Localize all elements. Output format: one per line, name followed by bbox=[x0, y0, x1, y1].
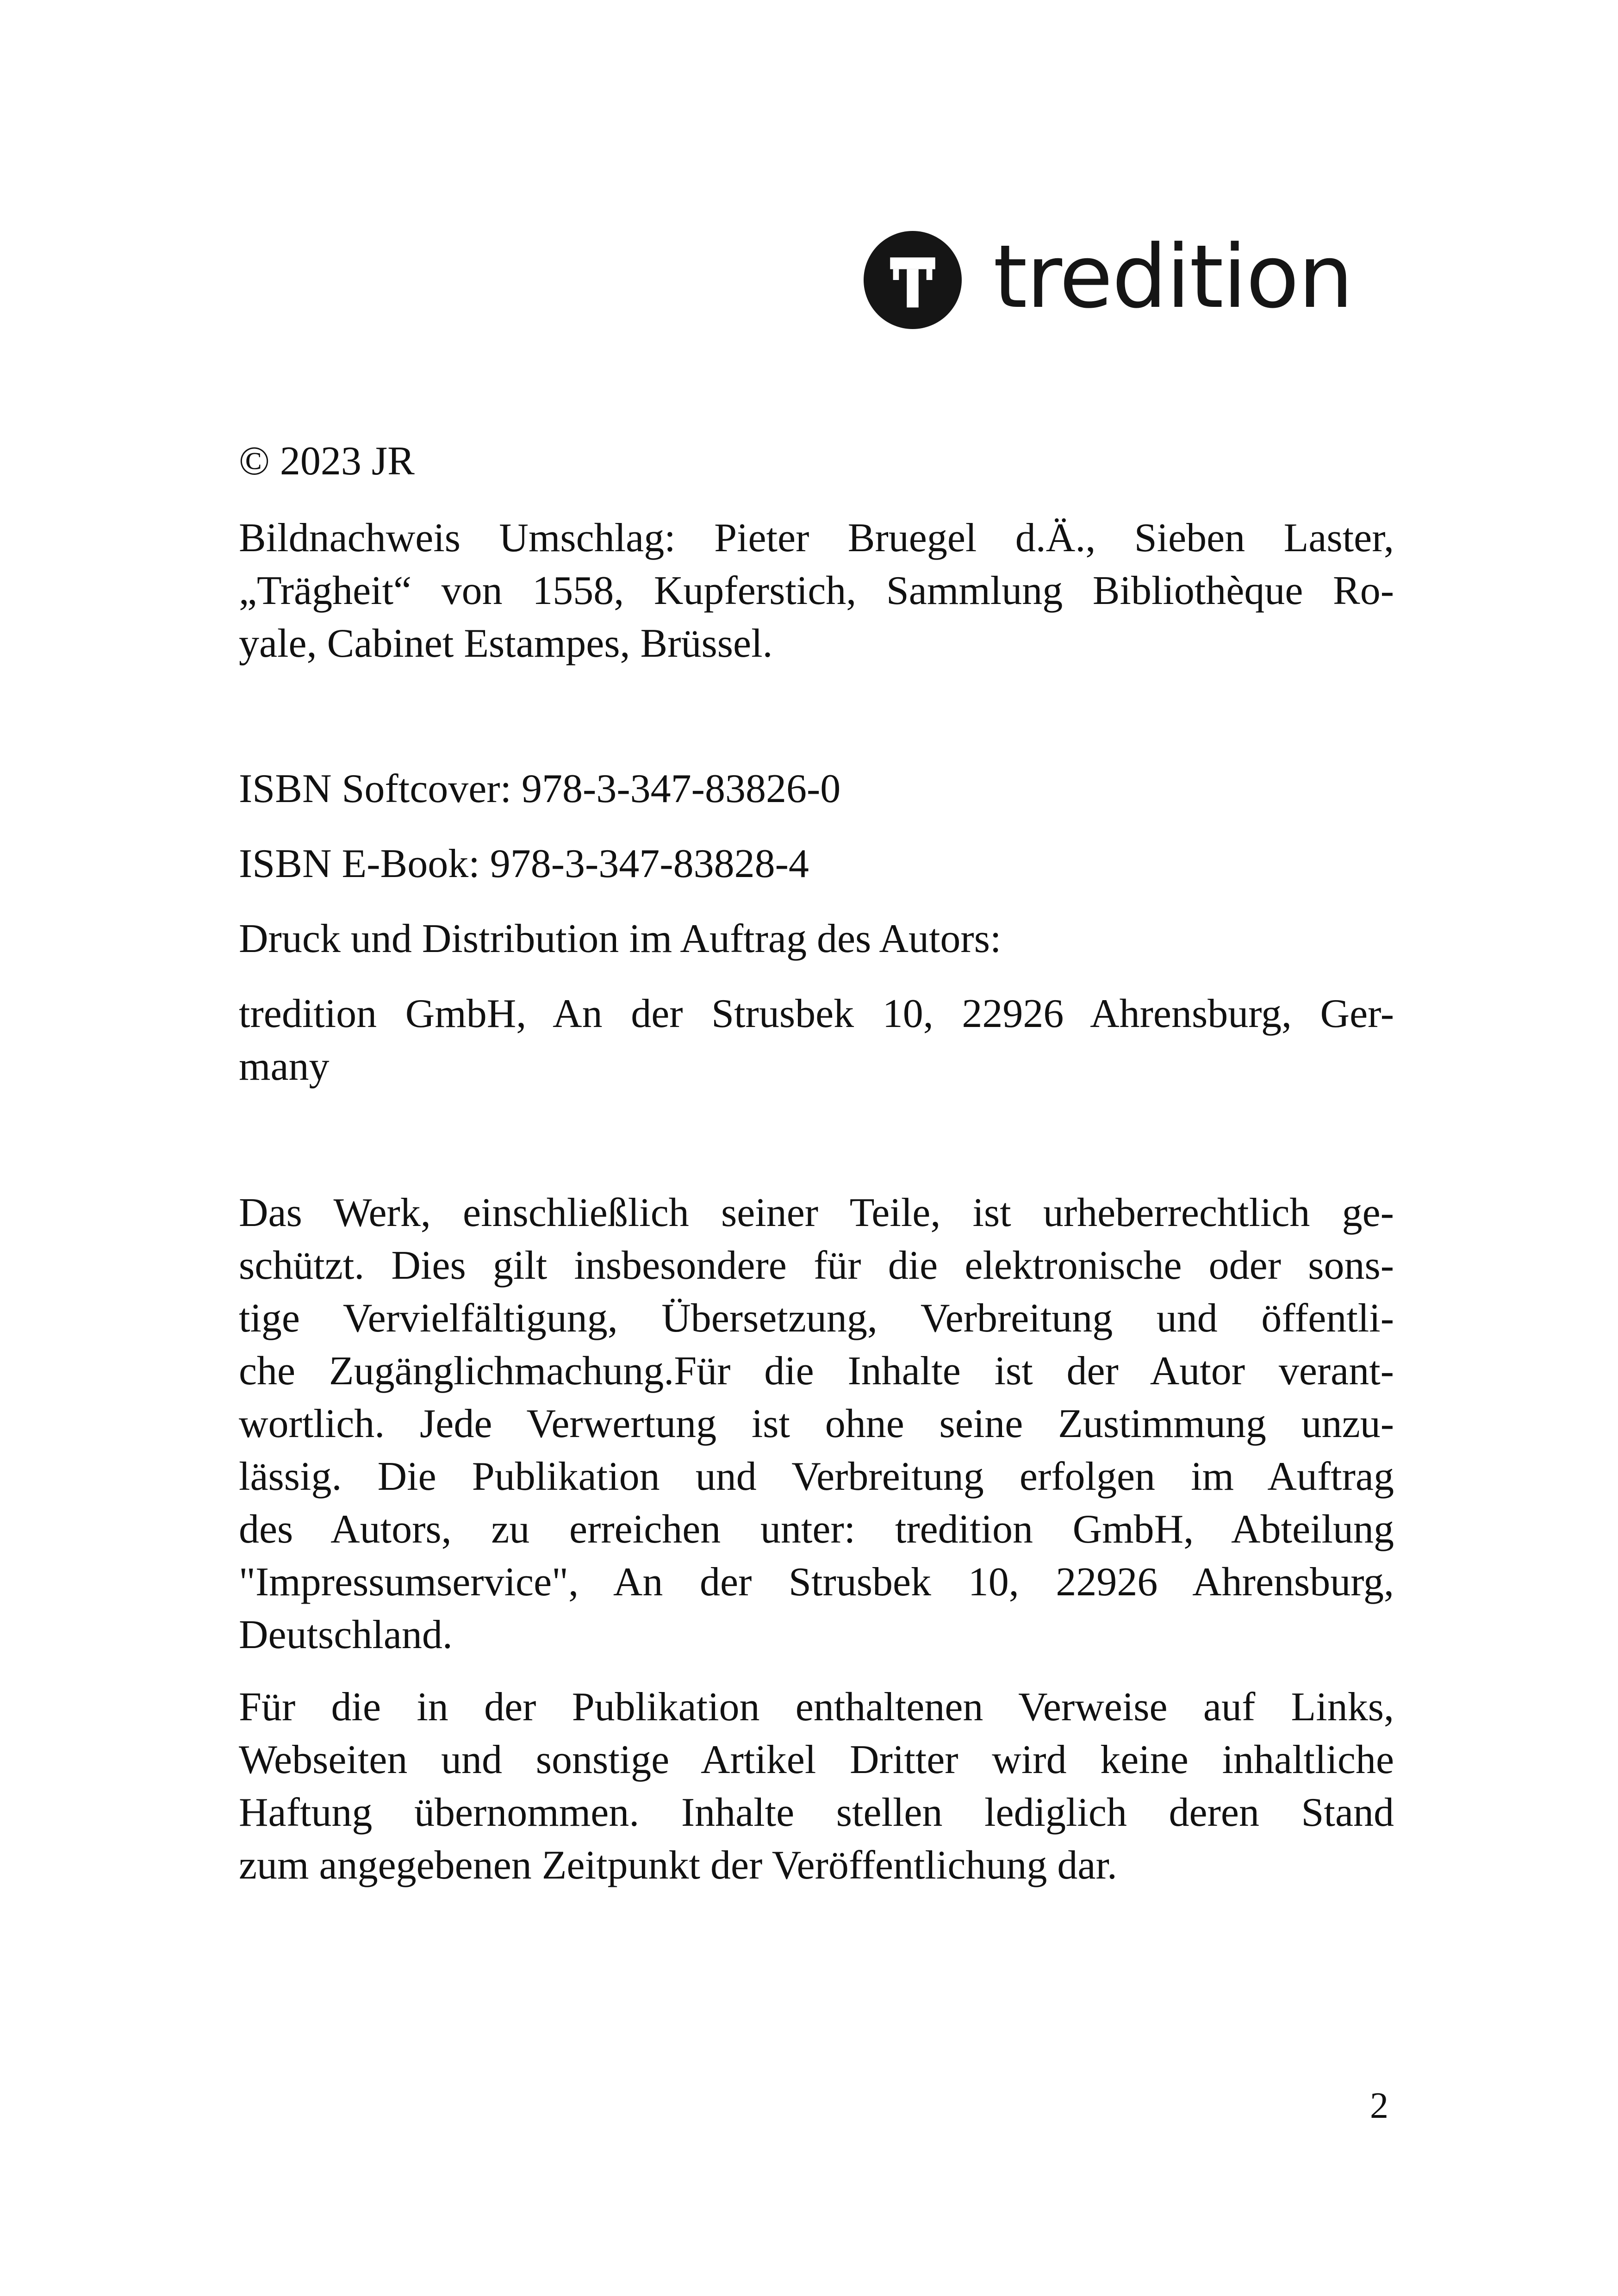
isbn-softcover-text: ISBN Softcover: 978-3-347-83826-0 bbox=[239, 766, 841, 811]
printing-note bbox=[239, 913, 1394, 965]
copyright-notice-line: wortlich. Jede Verwertung ist ohne seine Zustimmung unzu- bbox=[239, 1401, 1394, 1446]
copyright-notice-line: schützt. Dies gilt insbesondere für die elektronische oder sons- bbox=[239, 1243, 1394, 1288]
liability-notice-line: zum angegebenen Zeitpunkt der Veröffentlichung dar. bbox=[239, 1843, 1117, 1888]
copyright-text: © 2023 JR bbox=[239, 439, 415, 484]
publisher-address bbox=[239, 988, 1394, 1093]
image-credit-line: Bildnachweis Umschlag: Pieter Bruegel d.Ä., Sieben Laster, bbox=[239, 516, 1394, 560]
image-credit bbox=[239, 512, 1394, 670]
publisher-address-line: many bbox=[239, 1044, 330, 1089]
copyright-notice-line: Das Werk, einschließlich seiner Teile, ist urheberrechtlich ge- bbox=[239, 1190, 1394, 1235]
copyright-notice-line: Deutschland. bbox=[239, 1612, 453, 1657]
copyright-notice-line: lässig. Die Publikation und Verbreitung erfolgen im Auftrag bbox=[239, 1454, 1394, 1499]
image-credit-line: „Trägheit“ von 1558, Kupferstich, Sammlung Bibliothèque Ro- bbox=[239, 568, 1394, 613]
image-credit-line: yale, Cabinet Estampes, Brüssel. bbox=[239, 621, 773, 666]
isbn-softcover bbox=[239, 763, 1394, 815]
publisher-logo bbox=[864, 228, 1352, 332]
liability-notice-line: Haftung übernommen. Inhalte stellen lediglich deren Stand bbox=[239, 1790, 1394, 1835]
isbn-ebook-text: ISBN E-Book: 978-3-347-83828-4 bbox=[239, 841, 809, 886]
isbn-ebook bbox=[239, 838, 1394, 890]
publisher-name: tredition bbox=[993, 226, 1353, 328]
page-number: 2 bbox=[1370, 2085, 1388, 2126]
copyright-notice bbox=[239, 1187, 1394, 1661]
copyright-notice-line: che Zugänglichmachung.Für die Inhalte ist der Autor verant- bbox=[239, 1349, 1394, 1394]
liability-notice-line: Für die in der Publikation enthaltenen Verweise auf Links, bbox=[239, 1685, 1394, 1730]
printing-note-text: Druck und Distribution im Auftrag des Autors: bbox=[239, 916, 1002, 961]
copyright-line bbox=[239, 435, 1394, 488]
copyright-notice-line: "Impressumservice", An der Strusbek 10, 22926 Ahrensburg, bbox=[239, 1560, 1394, 1605]
copyright-notice-line: des Autors, zu erreichen unter: tredition GmbH, Abteilung bbox=[239, 1507, 1394, 1552]
liability-notice bbox=[239, 1681, 1394, 1892]
copyright-notice-line: tige Vervielfältigung, Übersetzung, Verbreitung und öffentli- bbox=[239, 1296, 1394, 1341]
tredition-logo-icon bbox=[864, 231, 962, 329]
liability-notice-line: Webseiten und sonstige Artikel Dritter wird keine inhaltliche bbox=[239, 1737, 1394, 1782]
publisher-address-line: tredition GmbH, An der Strusbek 10, 22926 Ahrensburg, Ger- bbox=[239, 991, 1394, 1036]
